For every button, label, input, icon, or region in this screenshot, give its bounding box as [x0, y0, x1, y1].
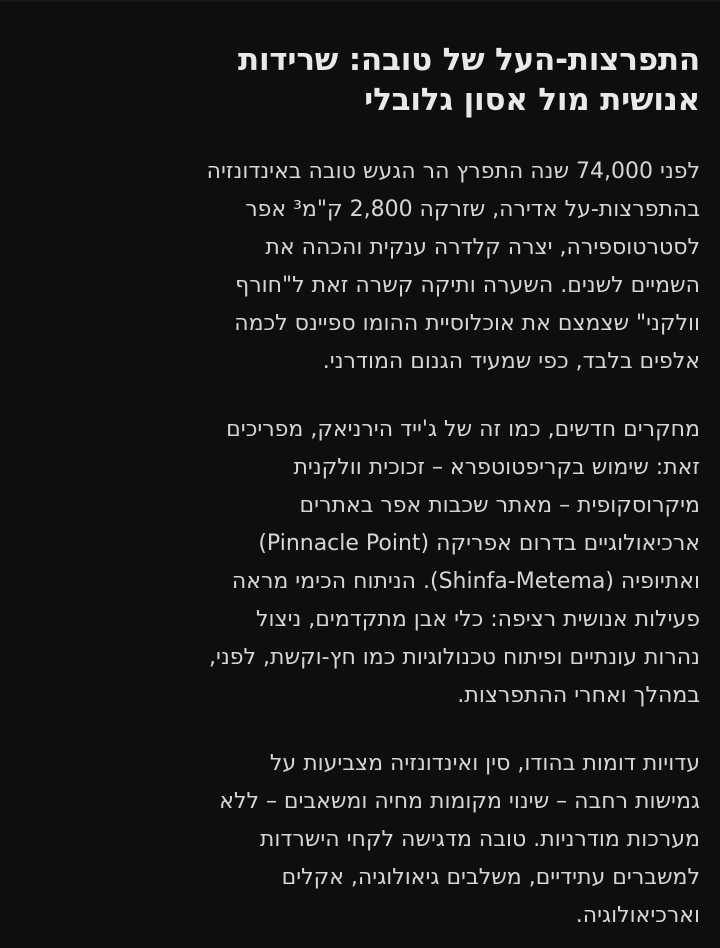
article-title: [20, 40, 700, 120]
text-line: וולקני" שצמצם את אוכלוסיית ההומו ספיינס לכמה: [234, 311, 700, 336]
text-line: פעילות אנושית רציפה: כלי אבן מתקדמים, ניצול: [256, 607, 700, 632]
article-title-line-2: אנושית מול אסון גלובלי: [364, 82, 700, 118]
text-line: זאת: שימוש בקריפטוטפרא – זכוכית וולקנית: [293, 455, 700, 480]
text-line: בהתפרצות-על אדירה, שזרקה 2,800 ק"מ³ אפר: [245, 197, 700, 222]
article-title-line-1: התפרצות-העל של טובה: שרידות: [237, 42, 700, 78]
text-line: לפני 74,000 שנה התפרץ הר הגעש טובה באינדונזיה: [206, 159, 700, 184]
text-line: השמיים לשנים. השערה ותיקה קשרה זאת ל"חורף: [235, 273, 700, 298]
paragraph-3: [20, 745, 700, 935]
text-line: אלפים בלבד, כפי שמעיד הגנום המודרני.: [322, 349, 700, 374]
text-line: מחקרים חדשים, כמו זה של ג'ייד הירניאק, מפריכים: [226, 417, 700, 442]
top-divider: [0, 0, 720, 3]
text-line: נהרות עונתיים ופיתוח טכנולוגיות כמו חץ-וקשת, לפני,: [209, 645, 700, 670]
text-line: ואתיופיה (Shinfa-Metema). הניתוח הכימי מראה: [231, 569, 700, 594]
text-line: למשברים עתידיים, משלבים גיאולוגיה, אקלים: [281, 865, 700, 890]
text-line: במהלך ואחרי ההתפרצות.: [457, 683, 700, 708]
paragraph-1: [20, 153, 700, 381]
text-line: וארכיאולוגיה.: [575, 903, 700, 928]
text-line: לסטרטוספירה, יצרה קלדרה ענקית והכהה את: [265, 235, 700, 260]
text-line: עדויות דומות בהודו, סין ואינדונזיה מצביעות על: [269, 751, 700, 776]
text-line: ארכיאולוגיים בדרום אפריקה (Pinnacle Point): [258, 531, 700, 556]
text-line: גמישות רחבה – שינוי מקומות מחיה ומשאבים – ללא: [219, 789, 700, 814]
text-line: מערכות מודרניות. טובה מדגישה לקחי הישרדות: [259, 827, 700, 852]
text-line: מיקרוסקופית – מאתר שכבות אפר באתרים: [299, 493, 700, 518]
paragraph-2: [20, 411, 700, 715]
